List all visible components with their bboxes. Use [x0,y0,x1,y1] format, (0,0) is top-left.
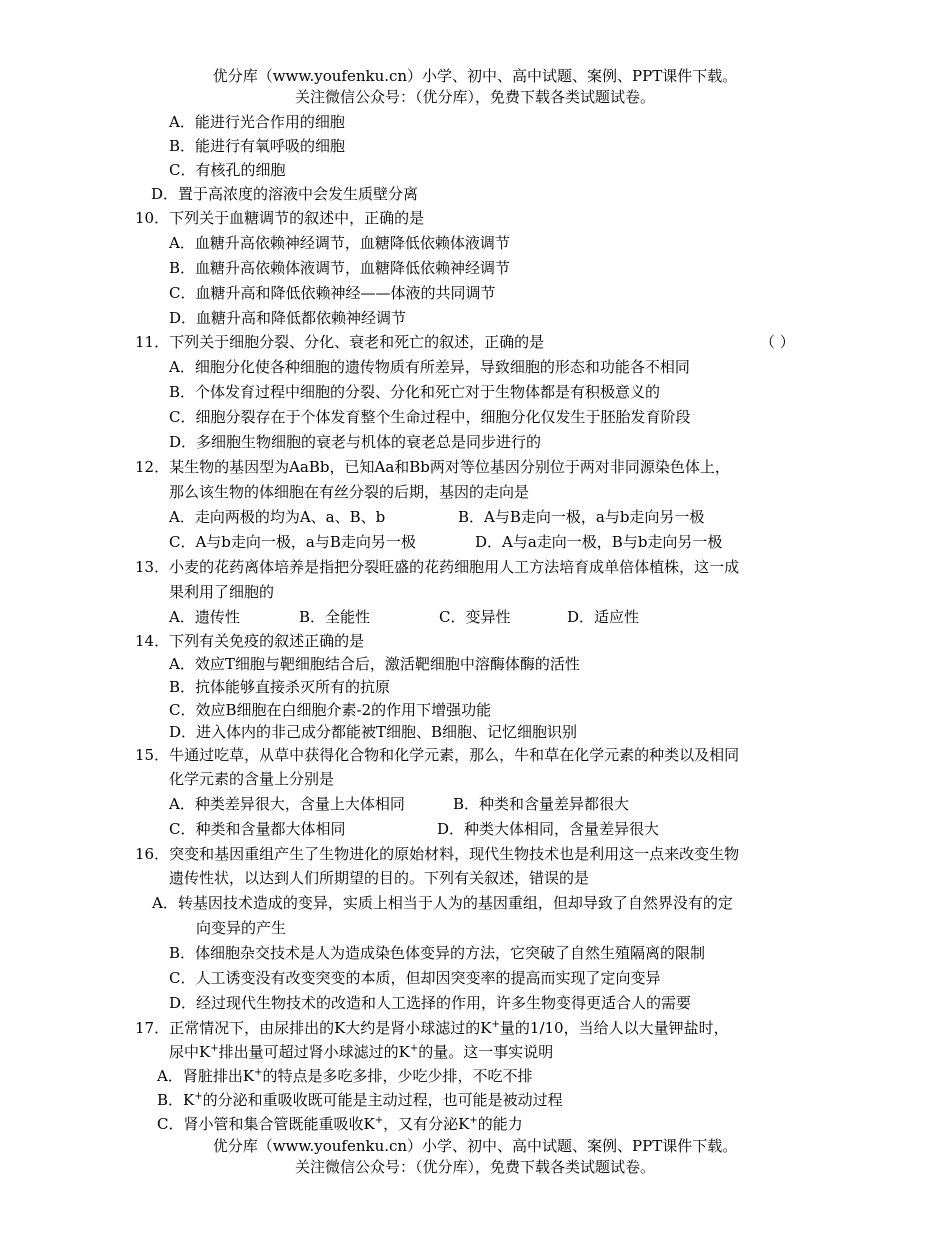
q10-stem: 10．下列关于血糖调节的叙述中，正确的是 [135,209,425,227]
q14-option-c: C．效应B细胞在白细胞介素-2的作用下增强功能 [169,701,492,719]
q12-option-d: D．A与a走向一极，B与b走向另一极 [475,533,723,551]
header-line-1: 优分库（www.youfenku.cn）小学、初中、高中试题、案例、PPT课件下载。 [212,67,738,85]
q16-stem-1: 16．突变和基因重组产生了生物进化的原始材料，现代生物技术也是利用这一点来改变生物 [135,845,740,863]
q17-option-b: B．K+的分泌和重吸收既可能是主动过程，也可能是被动过程 [157,1091,563,1109]
footer-line-1: 优分库（www.youfenku.cn）小学、初中、高中试题、案例、PPT课件下载。 [212,1137,738,1155]
q13-stem-1: 13．小麦的花药离体培养是指把分裂旺盛的花药细胞用人工方法培育成单倍体植株，这一成 [135,558,740,576]
q15-option-b: B．种类和含量差异都很大 [453,795,630,813]
q14-option-d: D．进入体内的非己成分都能被T细胞、B细胞、记忆细胞识别 [169,723,578,741]
q13-option-b: B．全能性 [299,608,371,626]
q11-stem: 11．下列关于细胞分裂、分化、衰老和死亡的叙述，正确的是 [135,333,545,351]
q13-option-c: C．变异性 [439,608,511,626]
q17-stem-1: 17．正常情况下，由尿排出的K大约是肾小球滤过的K+量的1/10，当给人以大量钾盐时， [135,1019,729,1037]
q11-option-c: C．细胞分裂存在于个体发育整个生命过程中，细胞分化仅发生于胚胎发育阶段 [169,408,691,426]
header-line-2: 关注微信公众号：（优分库），免费下载各类试题试卷。 [294,88,655,106]
q16-option-d: D．经过现代生物技术的改造和人工选择的作用，许多生物变得更适合人的需要 [169,994,692,1012]
q9-option-c: C．有核孔的细胞 [169,161,286,179]
q16-option-c: C．人工诱变没有改变突变的本质，但却因突变率的提高而实现了定向变异 [169,969,661,987]
q12-stem-2: 那么该生物的体细胞在有丝分裂的后期，基因的走向是 [169,483,530,501]
footer-line-2: 关注微信公众号：（优分库），免费下载各类试题试卷。 [294,1158,655,1176]
q12-option-c: C．A与b走向一极，a与B走向另一极 [169,533,416,551]
q17-option-c: C．肾小管和集合管既能重吸收K+，又有分泌K+的能力 [157,1115,523,1133]
q12-stem-1: 12．某生物的基因型为AaBb，已知Aa和Bb两对等位基因分别位于两对非同源染色体上， [135,458,730,476]
q13-option-a: A．遗传性 [169,608,240,626]
q9-option-a: A．能进行光合作用的细胞 [169,113,345,131]
q15-option-a: A．种类差异很大，含量上大体相同 [169,795,405,813]
q14-option-b: B．抗体能够直接杀灭所有的抗原 [169,678,391,696]
q14-option-a: A．效应T细胞与靶细胞结合后，激活靶细胞中溶酶体酶的活性 [169,655,580,673]
q11-option-d: D．多细胞生物细胞的衰老与机体的衰老总是同步进行的 [169,433,542,451]
q10-option-d: D．血糖升高和降低都依赖神经调节 [169,309,407,327]
q15-stem-2: 化学元素的含量上分别是 [169,770,335,788]
q15-stem-1: 15．牛通过吃草，从草中获得化合物和化学元素，那么，牛和草在化学元素的种类以及相同 [135,746,740,764]
q16-stem-2: 遗传性状，以达到人们所期望的目的。下列有关叙述，错误的是 [169,869,590,887]
q11-answer-paren: （ ） [760,333,795,351]
q15-option-d: D．种类大体相同，含量差异很大 [437,820,660,838]
q13-option-d: D．适应性 [567,608,640,626]
q12-option-a: A．走向两极的均为A、a、B、b [169,508,386,526]
q16-option-a-line-1: A．转基因技术造成的变异，实质上相当于人为的基因重组，但却导致了自然界没有的定 [152,894,733,912]
q15-option-c: C．种类和含量都大体相同 [169,820,346,838]
q17-stem-2: 尿中K+排出量可超过肾小球滤过的K+的量。这一事实说明 [169,1043,554,1061]
q9-option-b: B．能进行有氧呼吸的细胞 [169,137,346,155]
q10-option-c: C．血糖升高和降低依赖神经——体液的共同调节 [169,284,496,302]
q16-option-b: B．体细胞杂交技术是人为造成染色体变异的方法，它突破了自然生殖隔离的限制 [169,944,706,962]
q16-option-a-line-2: 向变异的产生 [196,919,287,937]
q12-option-b: B．A与B走向一极，a与b走向另一极 [458,508,705,526]
q10-option-a: A．血糖升高依赖神经调节，血糖降低依赖体液调节 [169,234,510,252]
q14-stem: 14．下列有关免疫的叙述正确的是 [135,632,365,650]
q10-option-b: B．血糖升高依赖体液调节，血糖降低依赖神经调节 [169,259,511,277]
q11-option-b: B．个体发育过程中细胞的分裂、分化和死亡对于生物体都是有积极意义的 [169,383,661,401]
q11-option-a: A．细胞分化使各种细胞的遗传物质有所差异，导致细胞的形态和功能各不相同 [169,358,690,376]
q17-option-a: A．肾脏排出K+的特点是多吃多排，少吃少排，不吃不排 [157,1067,533,1085]
q13-stem-2: 果利用了细胞的 [169,583,275,601]
q9-option-d: D．置于高浓度的溶液中会发生质壁分离 [151,185,419,203]
